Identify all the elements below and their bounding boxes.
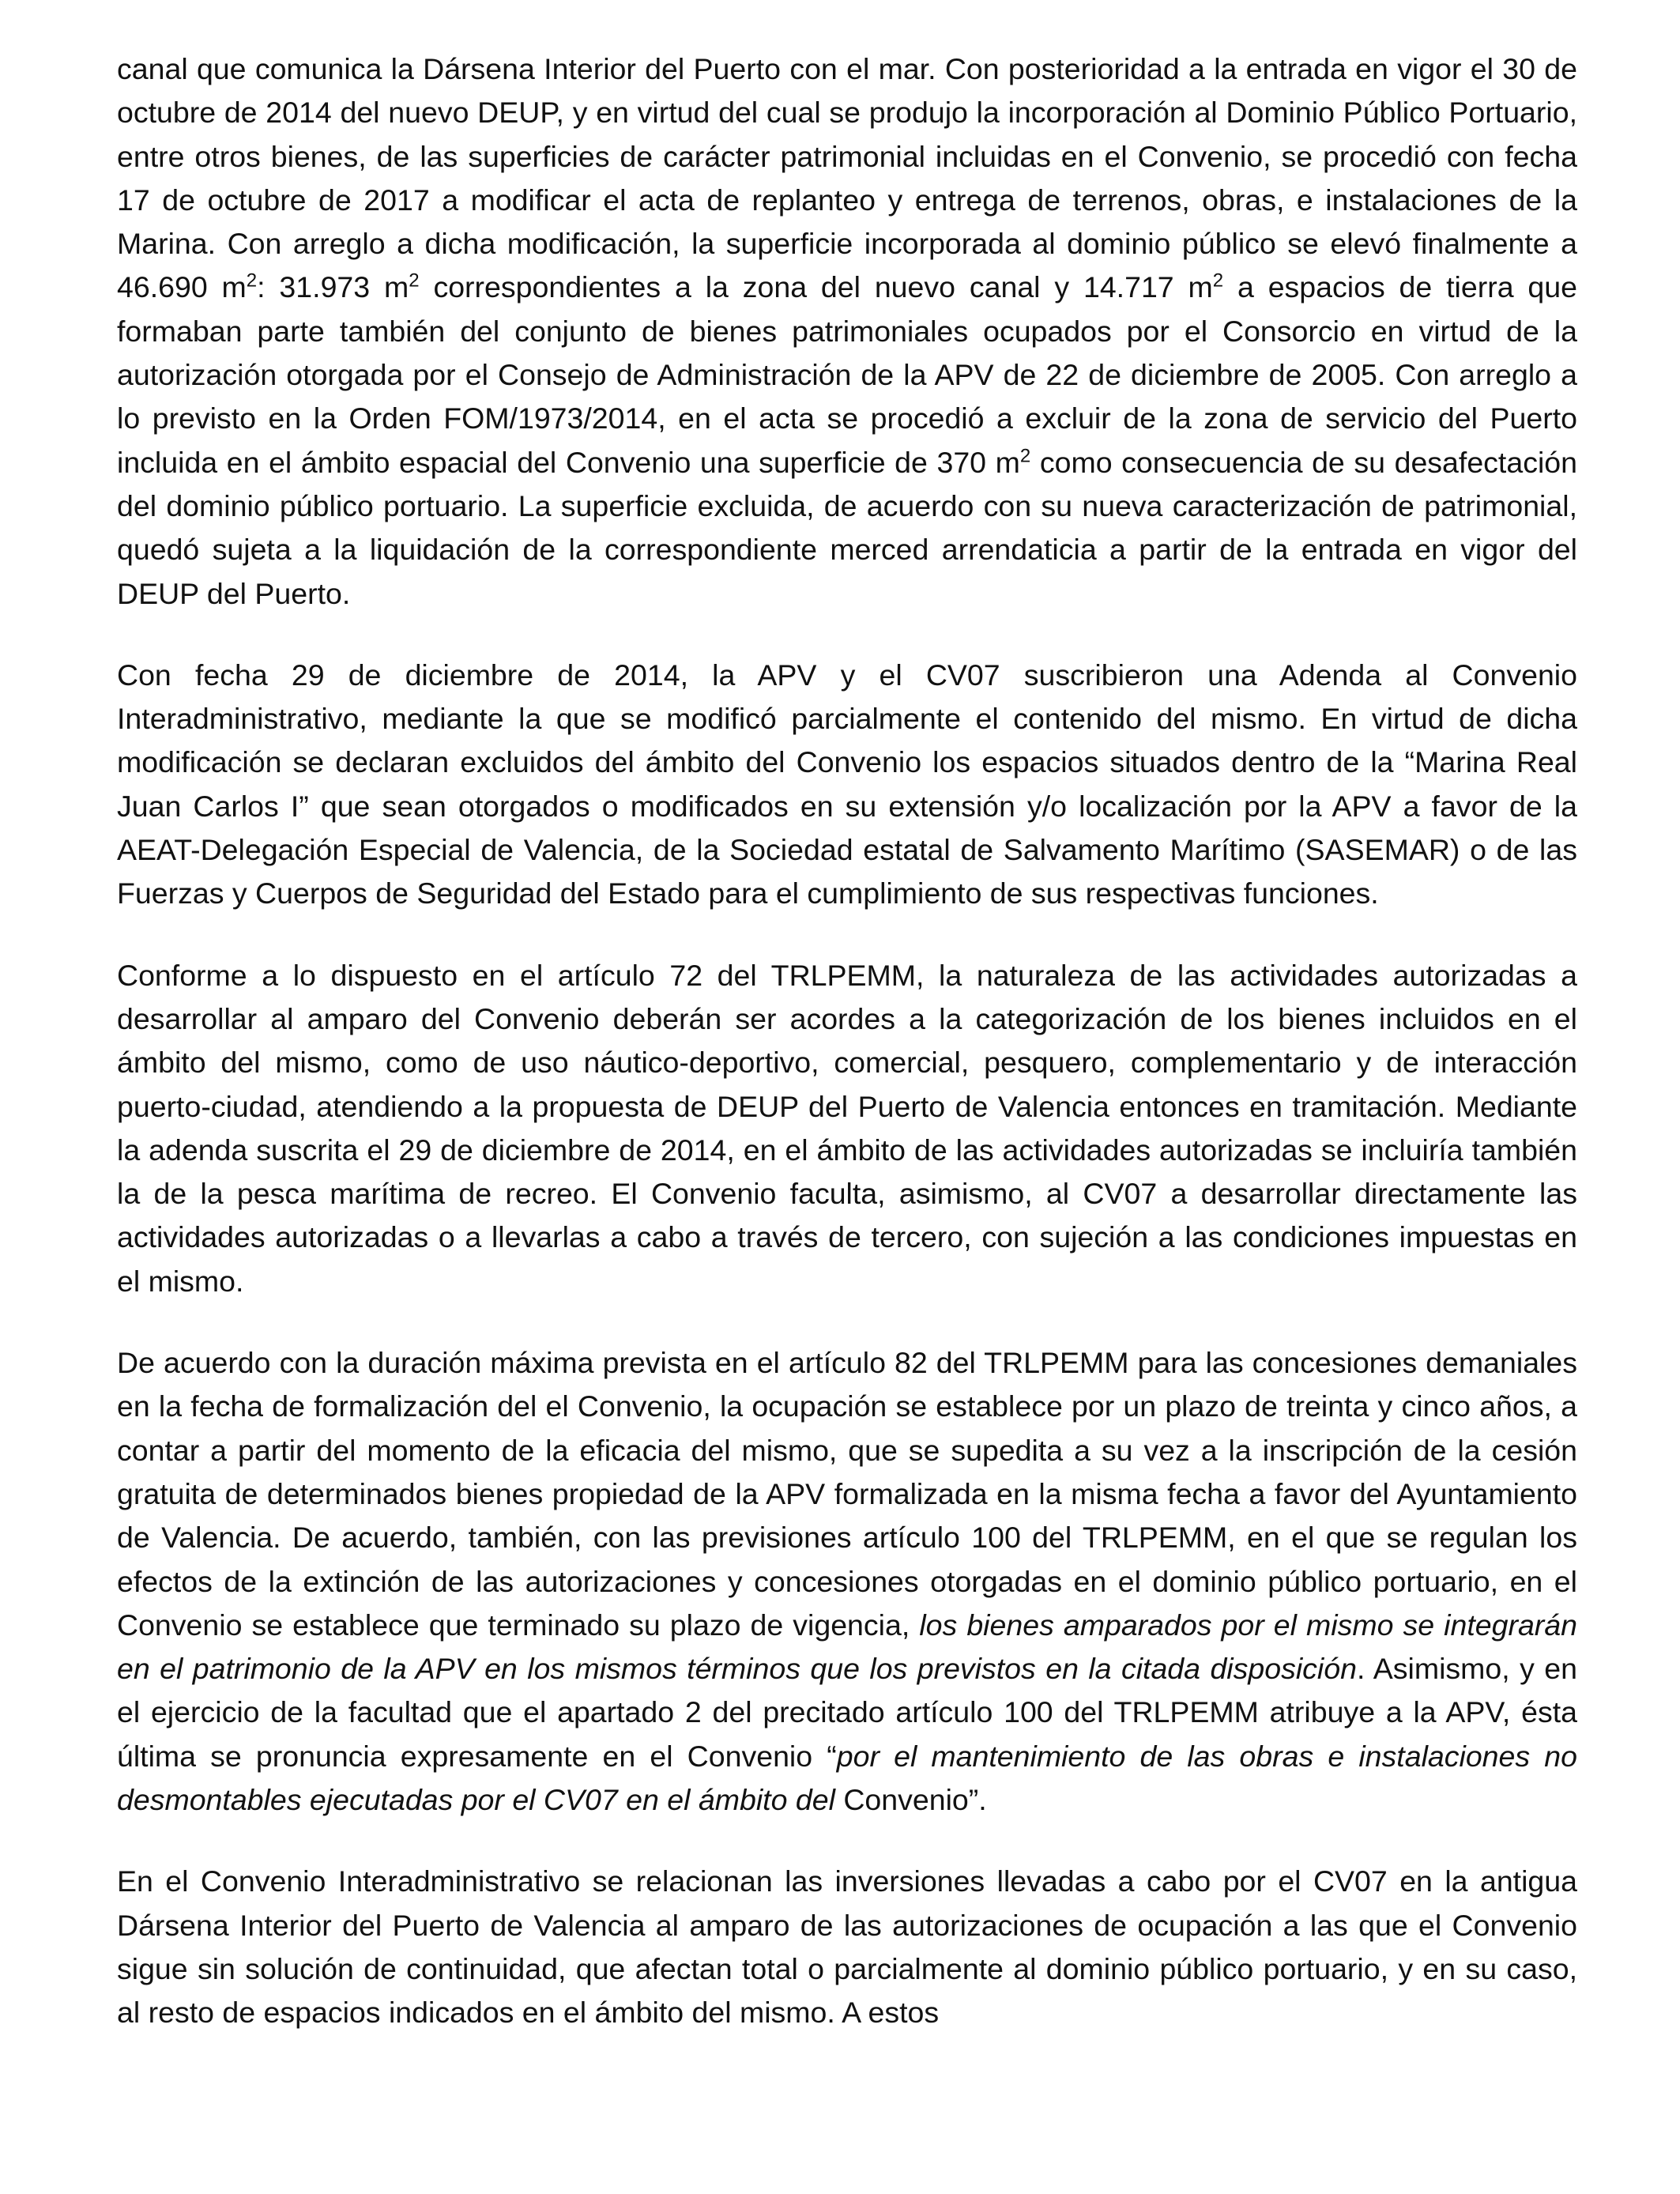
paragraph-4	[117, 1341, 1577, 1822]
italic-quote: por el mantenimiento de las obras e instalaciones no desmontables ejecutadas por el CV07 en el ámbito del	[117, 1739, 1577, 1816]
text-run: : 31.973 m	[257, 270, 409, 304]
text-run: En el Convenio Interadministrativo se relacionan las inversiones llevadas a cabo por el CV07 en la antigua Dársena Interior del Puerto de Valencia al amparo de las autorizaciones de ocupación a las que el Convenio sigue sin solución de continuidad, que afectan total o parcialmente al dominio público portuario, y en su caso, al resto de espacios indicados en el ámbito del mismo. A estos	[117, 1864, 1577, 2030]
document-page	[117, 47, 1577, 2072]
superscript-2: 2	[246, 270, 258, 292]
paragraph-2	[117, 654, 1577, 916]
text-run: correspondientes a la zona del nuevo canal y 14.717 m	[419, 270, 1213, 304]
italic-quote: los bienes amparados por el mismo se integrarán en el patrimonio de la APV en los mismos términos que los previstos en la citada disposición	[117, 1608, 1577, 1686]
superscript-2: 2	[409, 270, 420, 292]
superscript-2: 2	[1019, 445, 1031, 467]
text-run: Convenio”.	[834, 1782, 987, 1816]
text-run: como consecuencia de su desafectación del dominio público portuario. La superficie excluida, de acuerdo con su nueva caracterización de patrimonial, quedó sujeta a la liquidación de la correspondiente merced arrendaticia a partir de la entrada en vigor del DEUP del Puerto.	[117, 445, 1578, 610]
text-run: Con fecha 29 de diciembre de 2014, la APV y el CV07 suscribieron una Adenda al Convenio Interadministrativo, mediante la que se modificó parcialmente el contenido del mismo. En virtud de dicha modificación se declaran excluidos del ámbito del Convenio los espacios situados dentro de la “Marina Real Juan Carlos I” que sean otorgados o modificados en su extensión y/o localización por la APV a favor de la AEAT-Delegación Especial de Valencia, de la Sociedad estatal de Salvamento Marítimo (SASEMAR) o de las Fuerzas y Cuerpos de Seguridad del Estado para el cumplimiento de sus respectivas funciones.	[117, 658, 1577, 910]
text-run: . Asimismo, y en el ejercicio de la facultad que el apartado 2 del precitado artículo 100 del TRLPEMM atribuye a la APV, ésta última se pronuncia expresamente en el Convenio “	[117, 1652, 1577, 1773]
text-run: De acuerdo con la duración máxima prevista en el artículo 82 del TRLPEMM para las concesiones demaniales en la fecha de formalización del el Convenio, la ocupación se establece por un plazo de treinta y cinco años, a contar a partir del momento de la eficacia del mismo, que se supedita a su vez a la inscripción de la cesión gratuita de determinados bienes propiedad de la APV formalizada en la misma fecha a favor del Ayuntamiento de Valencia. De acuerdo, también, con las previsiones artículo 100 del TRLPEMM, en el que se regulan los efectos de la extinción de las autorizaciones y concesiones otorgadas en el dominio público portuario, en el Convenio se establece que terminado su plazo de vigencia,	[117, 1346, 1577, 1642]
text-run: canal que comunica la Dársena Interior del Puerto con el mar. Con posterioridad a la entrada en vigor el 30 de octubre de 2014 del nuevo DEUP, y en virtud del cual se produjo la incorporación al Dominio Público Portuario, entre otros bienes, de las superficies de carácter patrimonial incluidas en el Convenio, se procedió con fecha 17 de octubre de 2017 a modificar el acta de replanteo y entrega de terrenos, obras, e instalaciones de la Marina. Con arreglo a dicha modificación, la superficie incorporada al dominio público se elevó finalmente a 46.690 m	[117, 52, 1577, 304]
paragraph-3	[117, 954, 1577, 1303]
text-run: Conforme a lo dispuesto en el artículo 72 del TRLPEMM, la naturaleza de las actividades autorizadas a desarrollar al amparo del Convenio deberán ser acordes a la categorización de los bienes incluidos en el ámbito del mismo, como de uso náutico-deportivo, comercial, pesquero, complementario y de interacción puerto-ciudad, atendiendo a la propuesta de DEUP del Puerto de Valencia entonces en tramitación. Mediante la adenda suscrita el 29 de diciembre de 2014, en el ámbito de las actividades autorizadas se incluiría también la de la pesca marítima de recreo. El Convenio faculta, asimismo, al CV07 a desarrollar directamente las actividades autorizadas o a llevarlas a cabo a través de tercero, con sujeción a las condiciones impuestas en el mismo.	[117, 958, 1577, 1298]
paragraph-5	[117, 1860, 1577, 2034]
paragraph-1	[117, 47, 1577, 616]
text-run: a espacios de tierra que formaban parte también del conjunto de bienes patrimoniales ocupados por el Consorcio en virtud de la autorización otorgada por el Consejo de Administración de la APV de 22 de diciembre de 2005. Con arreglo a lo previsto en la Orden FOM/1973/2014, en el acta se procedió a excluir de la zona de servicio del Puerto incluida en el ámbito espacial del Convenio una superficie de 370 m	[117, 270, 1577, 479]
superscript-2: 2	[1212, 270, 1224, 292]
